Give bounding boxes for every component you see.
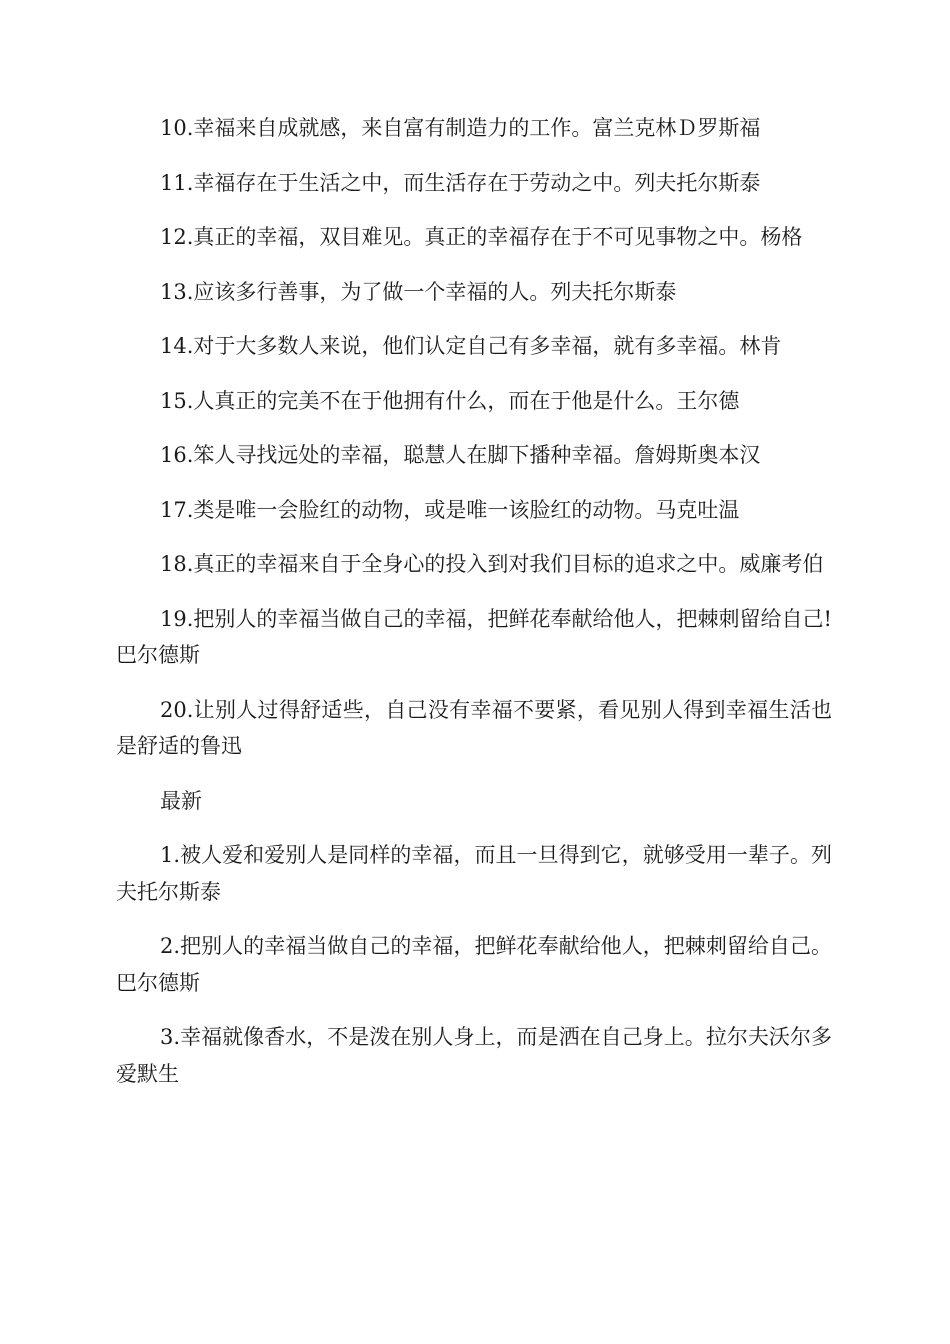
document-page [116,110,832,1110]
quote-paragraph: 12.真正的幸福，双目难见。真正的幸福存在于不可见事物之中。杨格 [160,225,803,249]
quote-paragraph: 20.让别人过得舒适些，自己没有幸福不要紧，看见别人得到幸福生活也是舒适的鲁迅 [116,697,832,758]
quote-paragraph: 14.对于大多数人来说，他们认定自己有多幸福，就有多幸福。林肯 [160,334,782,358]
latest-quote-paragraph: 2.把别人的幸福当做自己的幸福，把鲜花奉献给他人，把棘刺留给自己。巴尔德斯 [116,934,832,995]
quote-paragraph: 16.笨人寻找远处的幸福，聪慧人在脚下播种幸福。詹姆斯奥本汉 [160,443,761,467]
quote-paragraph: 19.把别人的幸福当做自己的幸福，把鲜花奉献给他人，把棘刺留给自己!巴尔德斯 [116,606,832,667]
quote-paragraph: 10.幸福来自成就感，来自富有制造力的工作。富兰克林Ｄ罗斯福 [160,116,761,140]
quote-paragraph: 15.人真正的完美不在于他拥有什么，而在于他是什么。王尔德 [160,388,740,413]
quote-paragraph: 18.真正的幸福来自于全身心的投入到对我们目标的追求之中。威廉考伯 [160,552,824,576]
quote-paragraph: 17.类是唯一会脸红的动物，或是唯一该脸红的动物。马克吐温 [160,497,740,522]
quote-paragraph: 11.幸福存在于生活之中，而生活存在于劳动之中。列夫托尔斯泰 [160,170,761,195]
latest-quote-paragraph: 3.幸福就像香水，不是泼在别人身上，而是洒在自己身上。拉尔夫沃尔多爱默生 [116,1025,832,1086]
quote-paragraph: 13.应该多行善事，为了做一个幸福的人。列夫托尔斯泰 [160,279,677,304]
latest-quote-paragraph: 1.被人爱和爱别人是同样的幸福，而且一旦得到它，就够受用一辈子。列夫托尔斯泰 [116,843,832,904]
section-heading: 最新 [160,788,202,813]
